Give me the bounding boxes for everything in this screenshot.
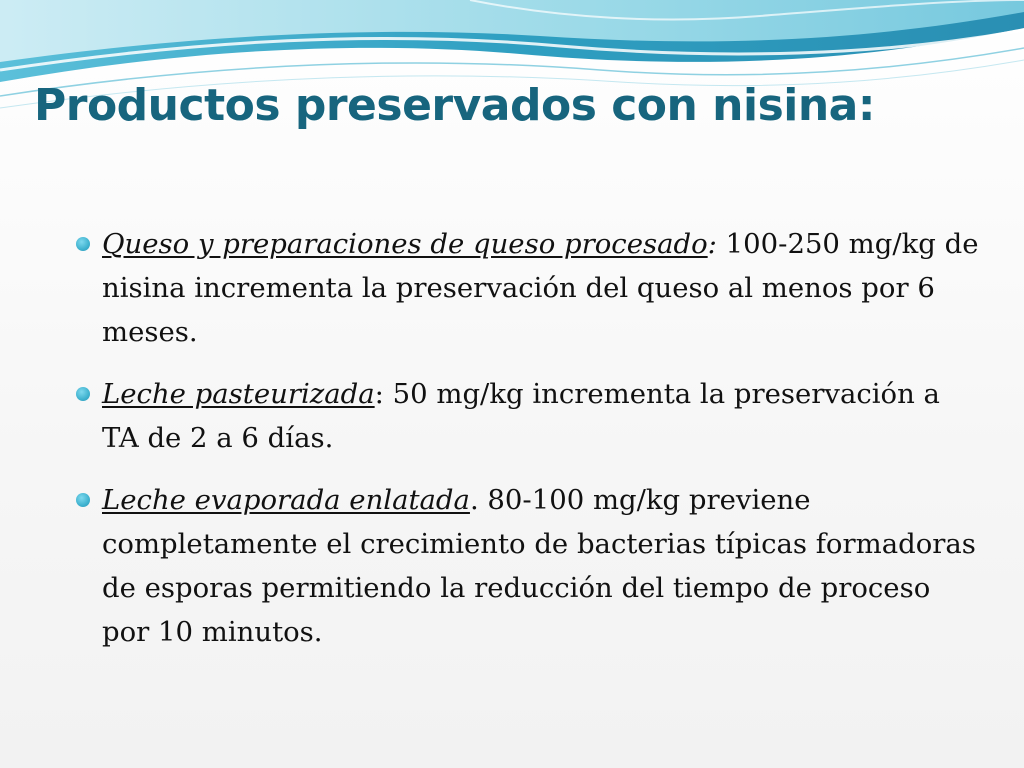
bullet-dot-icon xyxy=(76,493,90,507)
bullet-term: Leche evaporada enlatada xyxy=(102,484,470,516)
bullet-list xyxy=(74,222,984,672)
bullet-dot-icon xyxy=(76,237,90,251)
bullet-separator: : xyxy=(374,378,384,410)
bullet-separator: : xyxy=(707,228,717,260)
bullet-term: Leche pasteurizada xyxy=(102,378,375,410)
bullet-item xyxy=(74,372,984,460)
bullet-separator: . xyxy=(469,484,479,516)
bullet-dot-icon xyxy=(76,387,90,401)
bullet-item xyxy=(74,222,984,354)
bullet-item xyxy=(74,478,984,654)
bullet-term: Queso y preparaciones de queso procesado xyxy=(102,228,708,260)
slide-title: Productos preservados con nisina: xyxy=(34,80,875,131)
bullet-text: 50 mg/kg incrementa la preservación a TA de 2 a 6 días. xyxy=(102,378,940,454)
bullet-text: 100-250 mg/kg de nisina incrementa la preservación del queso al menos por 6 meses. xyxy=(102,228,979,348)
bullet-text: 80-100 mg/kg previene completamente el crecimiento de bacterias típicas formadoras de esporas permitiendo la reducción del tiempo de proceso por 10 minutos. xyxy=(102,484,976,648)
